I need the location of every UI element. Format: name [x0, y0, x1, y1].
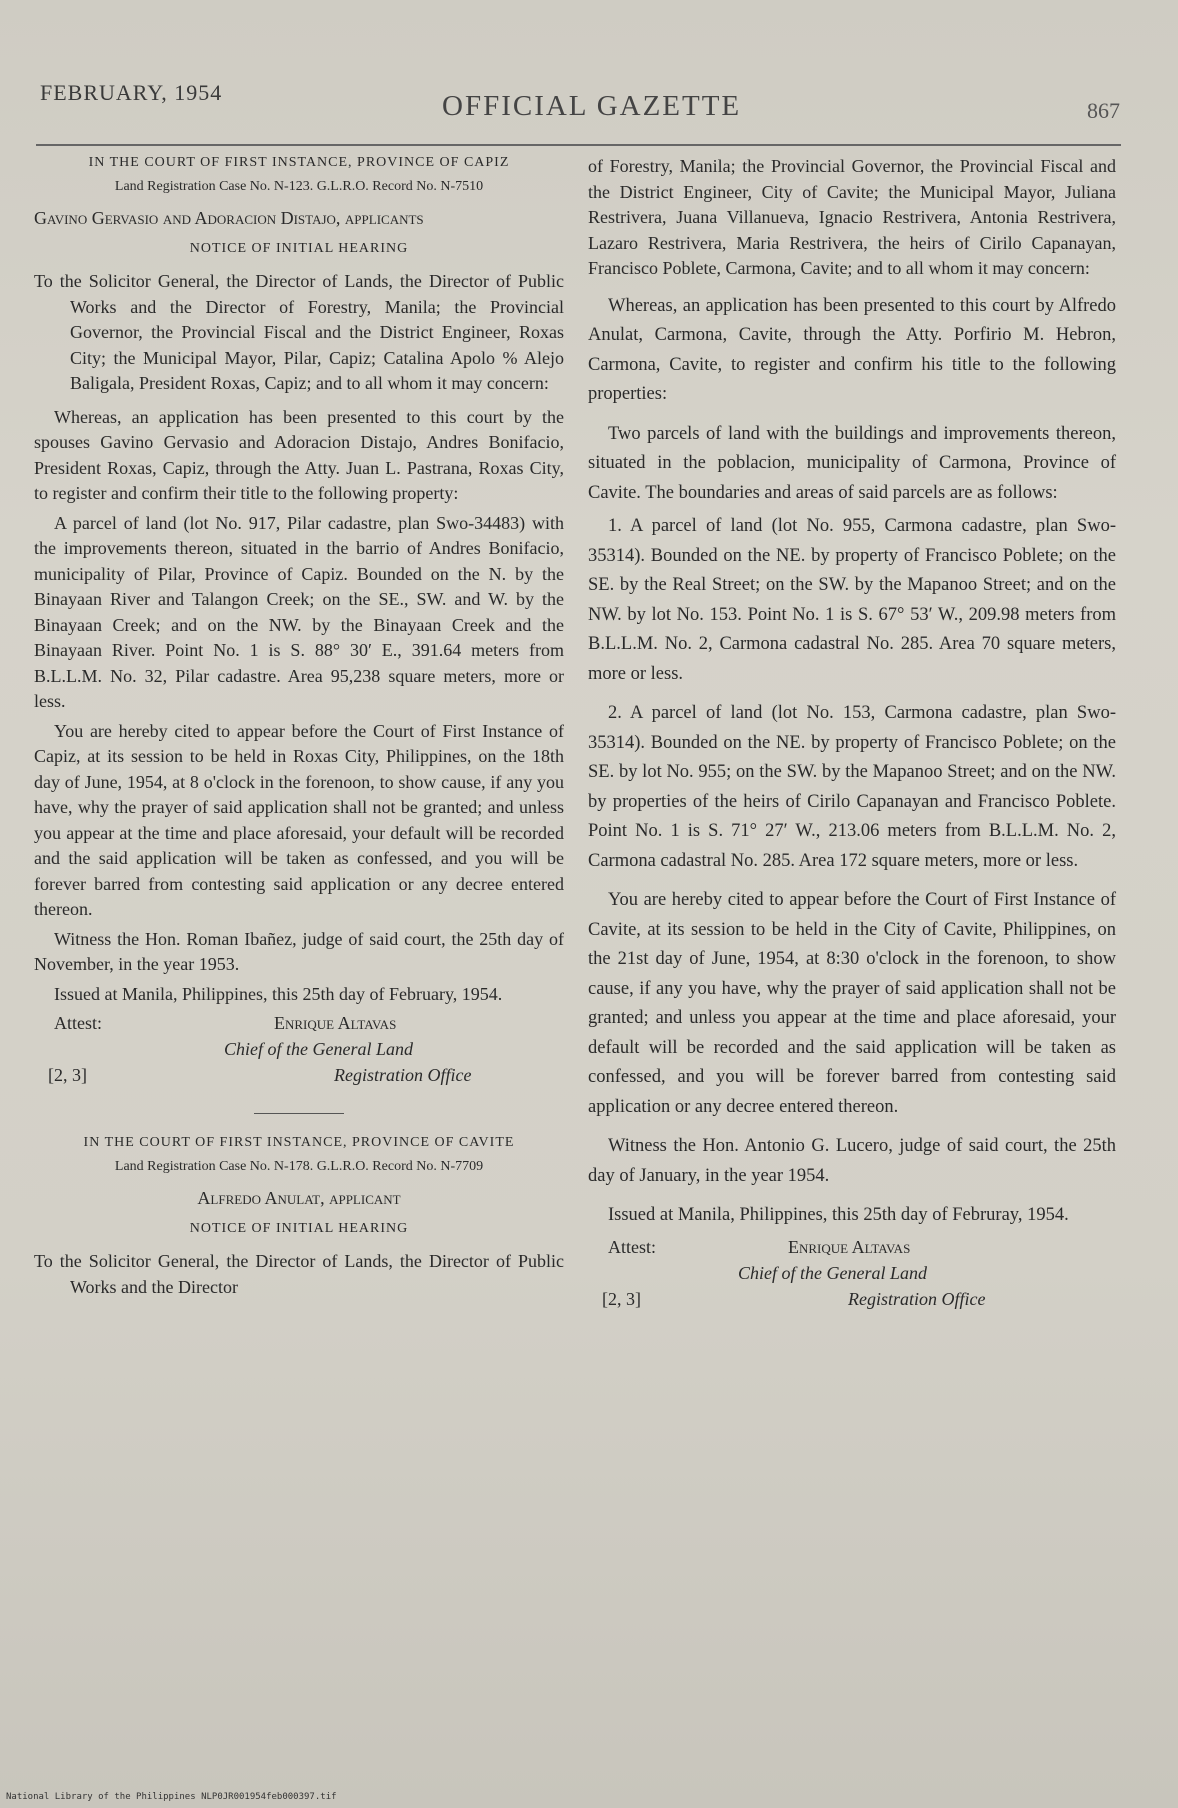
addressee: To the Solicitor General, the Director of Lands, the Director of Public Works and the Director of Forestry, Manila; the Provincial Governor, the Provincial Fiscal and the District Engineer, Roxas City; the Municipal Mayor, Pilar, Capiz; Catalina Apolo % Alejo Baligala, President Roxas, Capiz; and to all whom it may concern:	[34, 271, 564, 393]
attestation	[588, 1235, 1116, 1313]
attest-label: Attest:	[54, 1013, 102, 1033]
applicants: Gavino Gervasio and Adoracion Distajo, applicants	[34, 208, 424, 228]
case-number: Land Registration Case No. N-178. G.L.R.O. Record No. N-7709	[114, 1159, 484, 1174]
applicants: Alfredo Anulat, applicant	[197, 1188, 401, 1208]
paragraph: Two parcels of land with the buildings and improvements thereon, situated in the poblacion, municipality of Carmona, Province of Cavite. The boundaries and areas of said parcels are as follows:	[588, 423, 1116, 503]
issue-date: FEBRUARY, 1954	[40, 80, 223, 105]
paragraph: You are hereby cited to appear before the Court of First Instance of Cavite, at its session to be held in the City of Cavite, Philippines, on the 21st day of June, 1954, at 8:30 o'clock in the forenoon, to show cause, if any you have, why the prayer of said application shall not be granted; and unless you appear at the time and place aforesaid, your default will be recorded and the said application will be taken as confessed, and you will be forever barred from contesting said application or any decree entered thereon.	[588, 890, 1116, 1117]
paragraph: 1. A parcel of land (lot No. 955, Carmona cadastre, plan Swo-35314). Bounded on the NE. by property of Francisco Poblete; on the SE. by the Real Street; on the SW. by the Mapanoo Street; and on the NW. by lot No. 153. Point No. 1 is S. 67° 53′ W., 209.98 meters from B.L.L.M. No. 2, Carmona cadastral No. 285. Area 70 square meters, more or less.	[588, 516, 1116, 684]
case-number: Land Registration Case No. N-123. G.L.R.O. Record No. N-7510	[114, 179, 484, 194]
paragraph: You are hereby cited to appear before the Court of First Instance of Capiz, at its session to be held in Roxas City, Philippines, on the 18th day of June, 1954, at 8 o'clock in the forenoon, to show cause, if any you have, why the prayer of said application shall not be granted; and unless you appear at the time and place aforesaid, your default will be recorded and the said application will be taken as confessed, and you will be forever barred from contesting said application or any decree entered thereon.	[34, 720, 564, 919]
publication-title: OFFICIAL GAZETTE	[442, 90, 742, 122]
addressee: To the Solicitor General, the Director of Lands, the Director of Public Works and the Director	[34, 1251, 564, 1297]
signer-title: Chief of the General Land	[738, 1262, 927, 1283]
paragraph: Issued at Manila, Philippines, this 25th day of Februray, 1954.	[608, 1205, 1069, 1225]
paragraph: Issued at Manila, Philippines, this 25th day of February, 1954.	[54, 983, 503, 1004]
scan-footer: National Library of the Philippines NLP0JR001954feb000397.tif	[6, 1792, 337, 1802]
paragraph: Witness the Hon. Antonio G. Lucero, judge of said court, the 25th day of January, in the year 1954.	[588, 1136, 1116, 1186]
right-column	[588, 154, 1116, 1313]
notice-title: NOTICE OF INITIAL HEARING	[189, 1220, 409, 1236]
page-header	[40, 72, 1120, 122]
notice-title: NOTICE OF INITIAL HEARING	[189, 240, 409, 256]
court-heading: IN THE COURT OF FIRST INSTANCE, PROVINCE OF CAVITE	[83, 1135, 515, 1150]
issue-reference: [2, 3]	[602, 1288, 641, 1309]
signer-name: Enrique Altavas	[788, 1236, 911, 1257]
issue-reference: [2, 3]	[48, 1065, 87, 1085]
paragraph: 2. A parcel of land (lot No. 153, Carmona cadastre, plan Swo-35314). Bounded on the NE. by property of Francisco Poblete; on the SE. by lot No. 955; on the SW. by the Mapanoo Street; and on the NW. by properties of the heirs of Cirilo Capanayan and Francisco Poblete. Point No. 1 is S. 71° 27′ W., 213.06 meters from B.L.L.M. No. 2, Carmona cadastral No. 285. Area 172 square meters, more or less.	[588, 703, 1116, 871]
paragraph: Whereas, an application has been presented to this court by the spouses Gavino Gervasio and Adoracion Distajo, Andres Bonifacio, President Roxas, Capiz, through the Atty. Juan L. Pastrana, Roxas City, to register and confirm their title to the following property:	[34, 406, 564, 503]
court-heading: IN THE COURT OF FIRST INSTANCE, PROVINCE OF CAPIZ	[88, 155, 510, 170]
paragraph: Witness the Hon. Roman Ibañez, judge of said court, the 25th day of November, in the year 1953.	[34, 928, 564, 974]
signer-title: Chief of the General Land	[224, 1039, 413, 1059]
attestation	[34, 1011, 564, 1089]
left-column	[34, 154, 564, 1308]
paragraph: Whereas, an application has been presented to this court by Alfredo Anulat, Carmona, Cavite, through the Atty. Porfirio M. Hebron, Carmona, Cavite, to register and confirm his title to the following properties:	[588, 295, 1116, 404]
addressee-continued: of Forestry, Manila; the Provincial Governor, the Provincial Fiscal and the District Engineer, City of Cavite; the Municipal Mayor, Juliana Restrivera, Juana Villanueva, Ignacio Restrivera, Antonia Restrivera, Lazaro Restrivera, Maria Restrivera, the heirs of Cirilo Capanayan, Francisco Poblete, Carmona, Cavite; and to all whom it may concern:	[588, 156, 1116, 278]
signer-name: Enrique Altavas	[274, 1013, 397, 1033]
attest-label: Attest:	[608, 1236, 656, 1257]
signer-office: Registration Office	[334, 1065, 472, 1085]
paragraph: A parcel of land (lot No. 917, Pilar cadastre, plan Swo-34483) with the improvements thereon, situated in the barrio of Andres Bonifacio, municipality of Pilar, Province of Capiz. Bounded on the N. by the Binayaan River and Talangon Creek; on the SE., SW. and W. by the Binayaan Creek; and on the NW. by the Binayaan Creek and the Binayaan River. Point No. 1 is S. 88° 30′ E., 391.64 meters from B.L.L.M. No. 32, Pilar cadastre. Area 95,238 square meters, more or less.	[34, 512, 564, 711]
header-rule	[36, 144, 1121, 146]
section-divider	[254, 1113, 344, 1114]
signer-office: Registration Office	[848, 1288, 986, 1309]
page-number: 867	[1087, 98, 1120, 123]
